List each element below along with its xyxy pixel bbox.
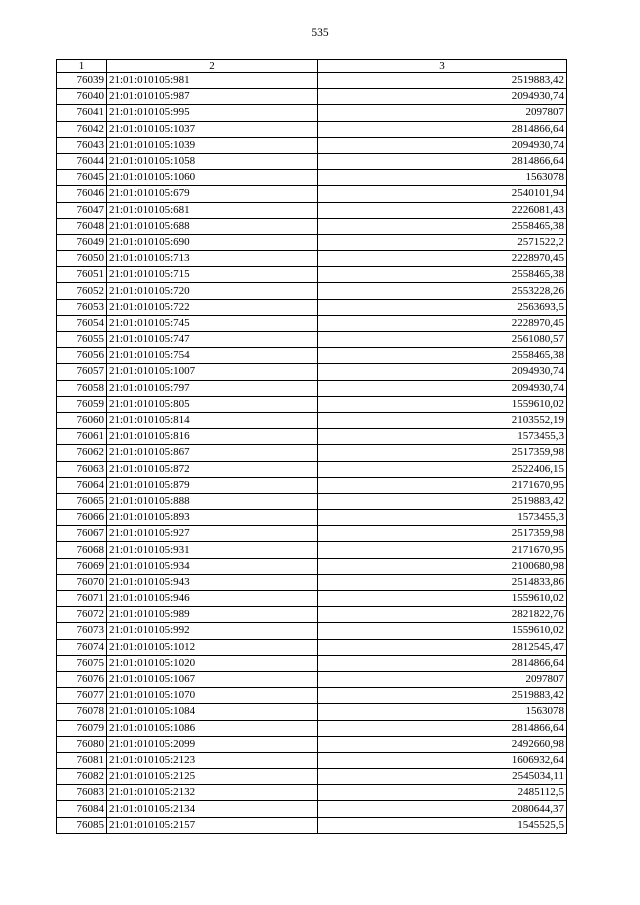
cadastral-value: 2094930,74 (318, 380, 567, 396)
table-row (57, 332, 567, 348)
table-row (57, 315, 567, 331)
table-row (57, 655, 567, 671)
cadastral-number: 21:01:010105:1007 (107, 364, 318, 380)
table-row (57, 186, 567, 202)
cadastral-value: 2517359,98 (318, 445, 567, 461)
cadastral-value: 2228970,45 (318, 251, 567, 267)
row-number: 76045 (57, 170, 107, 186)
row-number: 76057 (57, 364, 107, 380)
cadastral-number: 21:01:010105:1058 (107, 153, 318, 169)
row-number: 76041 (57, 105, 107, 121)
table-row (57, 639, 567, 655)
cadastral-number: 21:01:010105:679 (107, 186, 318, 202)
cadastral-value: 2492660,98 (318, 736, 567, 752)
cadastral-value: 2226081,43 (318, 202, 567, 218)
cadastral-number: 21:01:010105:872 (107, 461, 318, 477)
table-row (57, 412, 567, 428)
cadastral-number: 21:01:010105:754 (107, 348, 318, 364)
cadastral-value: 1559610,02 (318, 396, 567, 412)
cadastral-value: 2094930,74 (318, 89, 567, 105)
cadastral-number: 21:01:010105:1086 (107, 720, 318, 736)
table-row (57, 234, 567, 250)
table-row (57, 623, 567, 639)
cadastral-number: 21:01:010105:989 (107, 607, 318, 623)
cadastral-number: 21:01:010105:747 (107, 332, 318, 348)
cadastral-value: 2519883,42 (318, 73, 567, 89)
cadastral-number: 21:01:010105:690 (107, 234, 318, 250)
row-number: 76083 (57, 785, 107, 801)
cadastral-value: 1545525,5 (318, 817, 567, 833)
cadastral-value: 1606932,64 (318, 752, 567, 768)
cadastral-value: 2812545,47 (318, 639, 567, 655)
table-row (57, 671, 567, 687)
cadastral-value: 1563078 (318, 170, 567, 186)
row-number: 76081 (57, 752, 107, 768)
table-row (57, 202, 567, 218)
cadastral-number: 21:01:010105:995 (107, 105, 318, 121)
cadastral-value: 2228970,45 (318, 315, 567, 331)
cadastral-number: 21:01:010105:2134 (107, 801, 318, 817)
table-row (57, 493, 567, 509)
row-number: 76070 (57, 574, 107, 590)
table-row (57, 688, 567, 704)
row-number: 76061 (57, 429, 107, 445)
cadastral-number: 21:01:010105:2125 (107, 769, 318, 785)
cadastral-value: 2558465,38 (318, 348, 567, 364)
cadastral-number: 21:01:010105:888 (107, 493, 318, 509)
cadastral-value: 2821822,76 (318, 607, 567, 623)
table-row (57, 73, 567, 89)
row-number: 76082 (57, 769, 107, 785)
table-row (57, 542, 567, 558)
table-row (57, 720, 567, 736)
cadastral-number: 21:01:010105:1070 (107, 688, 318, 704)
cadastral-value-table (56, 59, 567, 834)
row-number: 76039 (57, 73, 107, 89)
cadastral-number: 21:01:010105:688 (107, 218, 318, 234)
row-number: 76075 (57, 655, 107, 671)
cadastral-number: 21:01:010105:931 (107, 542, 318, 558)
cadastral-value: 2814866,64 (318, 655, 567, 671)
cadastral-number: 21:01:010105:1020 (107, 655, 318, 671)
cadastral-value: 1573455,3 (318, 429, 567, 445)
cadastral-number: 21:01:010105:713 (107, 251, 318, 267)
cadastral-value: 2519883,42 (318, 688, 567, 704)
cadastral-value: 2094930,74 (318, 137, 567, 153)
cadastral-number: 21:01:010105:814 (107, 412, 318, 428)
cadastral-value: 2097807 (318, 671, 567, 687)
row-number: 76085 (57, 817, 107, 833)
cadastral-number: 21:01:010105:1060 (107, 170, 318, 186)
table-row (57, 105, 567, 121)
cadastral-number: 21:01:010105:1084 (107, 704, 318, 720)
table-header-row (57, 60, 567, 73)
row-number: 76042 (57, 121, 107, 137)
table-row (57, 137, 567, 153)
row-number: 76071 (57, 591, 107, 607)
table-row (57, 170, 567, 186)
cadastral-value: 2171670,95 (318, 542, 567, 558)
cadastral-number: 21:01:010105:987 (107, 89, 318, 105)
cadastral-value: 2558465,38 (318, 267, 567, 283)
table-body (57, 73, 567, 834)
cadastral-number: 21:01:010105:1039 (107, 137, 318, 153)
table-row (57, 89, 567, 105)
cadastral-value: 2517359,98 (318, 526, 567, 542)
cadastral-number: 21:01:010105:879 (107, 477, 318, 493)
row-number: 76040 (57, 89, 107, 105)
table-row (57, 574, 567, 590)
cadastral-number: 21:01:010105:946 (107, 591, 318, 607)
cadastral-value: 2485112,5 (318, 785, 567, 801)
table-row (57, 251, 567, 267)
row-number: 76078 (57, 704, 107, 720)
cadastral-number: 21:01:010105:2132 (107, 785, 318, 801)
cadastral-number: 21:01:010105:1067 (107, 671, 318, 687)
row-number: 76076 (57, 671, 107, 687)
cadastral-number: 21:01:010105:1037 (107, 121, 318, 137)
table-row (57, 396, 567, 412)
row-number: 76068 (57, 542, 107, 558)
cadastral-value: 2563693,5 (318, 299, 567, 315)
table-row (57, 153, 567, 169)
table-row (57, 752, 567, 768)
table-row (57, 817, 567, 833)
row-number: 76050 (57, 251, 107, 267)
cadastral-number: 21:01:010105:2157 (107, 817, 318, 833)
cadastral-number: 21:01:010105:681 (107, 202, 318, 218)
table-row (57, 348, 567, 364)
cadastral-value: 2100680,98 (318, 558, 567, 574)
row-number: 76074 (57, 639, 107, 655)
row-number: 76079 (57, 720, 107, 736)
cadastral-value: 2814866,64 (318, 121, 567, 137)
table-row (57, 591, 567, 607)
row-number: 76049 (57, 234, 107, 250)
row-number: 76044 (57, 153, 107, 169)
cadastral-number: 21:01:010105:992 (107, 623, 318, 639)
cadastral-value: 2540101,94 (318, 186, 567, 202)
table-row (57, 283, 567, 299)
cadastral-number: 21:01:010105:893 (107, 510, 318, 526)
row-number: 76064 (57, 477, 107, 493)
row-number: 76080 (57, 736, 107, 752)
cadastral-number: 21:01:010105:805 (107, 396, 318, 412)
column-header-value: 3 (318, 60, 567, 73)
row-number: 76065 (57, 493, 107, 509)
cadastral-number: 21:01:010105:867 (107, 445, 318, 461)
row-number: 76055 (57, 332, 107, 348)
cadastral-number: 21:01:010105:715 (107, 267, 318, 283)
cadastral-number: 21:01:010105:797 (107, 380, 318, 396)
cadastral-number: 21:01:010105:2099 (107, 736, 318, 752)
row-number: 76052 (57, 283, 107, 299)
cadastral-value: 2814866,64 (318, 720, 567, 736)
cadastral-number: 21:01:010105:927 (107, 526, 318, 542)
cadastral-value: 2080644,37 (318, 801, 567, 817)
table-row (57, 704, 567, 720)
table-row (57, 736, 567, 752)
cadastral-value: 2514833,86 (318, 574, 567, 590)
cadastral-value: 2171670,95 (318, 477, 567, 493)
table-row (57, 445, 567, 461)
cadastral-value: 2553228,26 (318, 283, 567, 299)
row-number: 76046 (57, 186, 107, 202)
table-row (57, 526, 567, 542)
cadastral-number: 21:01:010105:2123 (107, 752, 318, 768)
row-number: 76063 (57, 461, 107, 477)
cadastral-value: 2814866,64 (318, 153, 567, 169)
table-row (57, 364, 567, 380)
row-number: 76043 (57, 137, 107, 153)
cadastral-value: 2097807 (318, 105, 567, 121)
row-number: 76084 (57, 801, 107, 817)
row-number: 76054 (57, 315, 107, 331)
row-number: 76047 (57, 202, 107, 218)
row-number: 76067 (57, 526, 107, 542)
row-number: 76048 (57, 218, 107, 234)
cadastral-value: 1563078 (318, 704, 567, 720)
page-number: 535 (311, 27, 329, 39)
cadastral-value: 2545034,11 (318, 769, 567, 785)
cadastral-value: 2519883,42 (318, 493, 567, 509)
cadastral-number: 21:01:010105:816 (107, 429, 318, 445)
row-number: 76059 (57, 396, 107, 412)
cadastral-number: 21:01:010105:1012 (107, 639, 318, 655)
table-row (57, 510, 567, 526)
table-row (57, 801, 567, 817)
table-row (57, 769, 567, 785)
table-row (57, 461, 567, 477)
column-header-number: 1 (57, 60, 107, 73)
row-number: 76073 (57, 623, 107, 639)
cadastral-value: 2522406,15 (318, 461, 567, 477)
cadastral-value: 2103552,19 (318, 412, 567, 428)
table-row (57, 477, 567, 493)
cadastral-value: 2558465,38 (318, 218, 567, 234)
table-row (57, 218, 567, 234)
row-number: 76053 (57, 299, 107, 315)
cadastral-value: 1573455,3 (318, 510, 567, 526)
row-number: 76062 (57, 445, 107, 461)
cadastral-number: 21:01:010105:981 (107, 73, 318, 89)
column-header-cadastral-id: 2 (107, 60, 318, 73)
cadastral-value: 2561080,57 (318, 332, 567, 348)
table-row (57, 429, 567, 445)
table-row (57, 785, 567, 801)
cadastral-number: 21:01:010105:722 (107, 299, 318, 315)
cadastral-value: 2094930,74 (318, 364, 567, 380)
cadastral-value: 2571522,2 (318, 234, 567, 250)
table-row (57, 299, 567, 315)
row-number: 76058 (57, 380, 107, 396)
cadastral-number: 21:01:010105:720 (107, 283, 318, 299)
cadastral-number: 21:01:010105:934 (107, 558, 318, 574)
table-row (57, 558, 567, 574)
table-row (57, 121, 567, 137)
row-number: 76072 (57, 607, 107, 623)
table-row (57, 267, 567, 283)
row-number: 76060 (57, 412, 107, 428)
cadastral-number: 21:01:010105:943 (107, 574, 318, 590)
table-row (57, 380, 567, 396)
cadastral-value: 1559610,02 (318, 623, 567, 639)
row-number: 76051 (57, 267, 107, 283)
row-number: 76066 (57, 510, 107, 526)
cadastral-number: 21:01:010105:745 (107, 315, 318, 331)
cadastral-value: 1559610,02 (318, 591, 567, 607)
row-number: 76069 (57, 558, 107, 574)
row-number: 76077 (57, 688, 107, 704)
table-row (57, 607, 567, 623)
row-number: 76056 (57, 348, 107, 364)
